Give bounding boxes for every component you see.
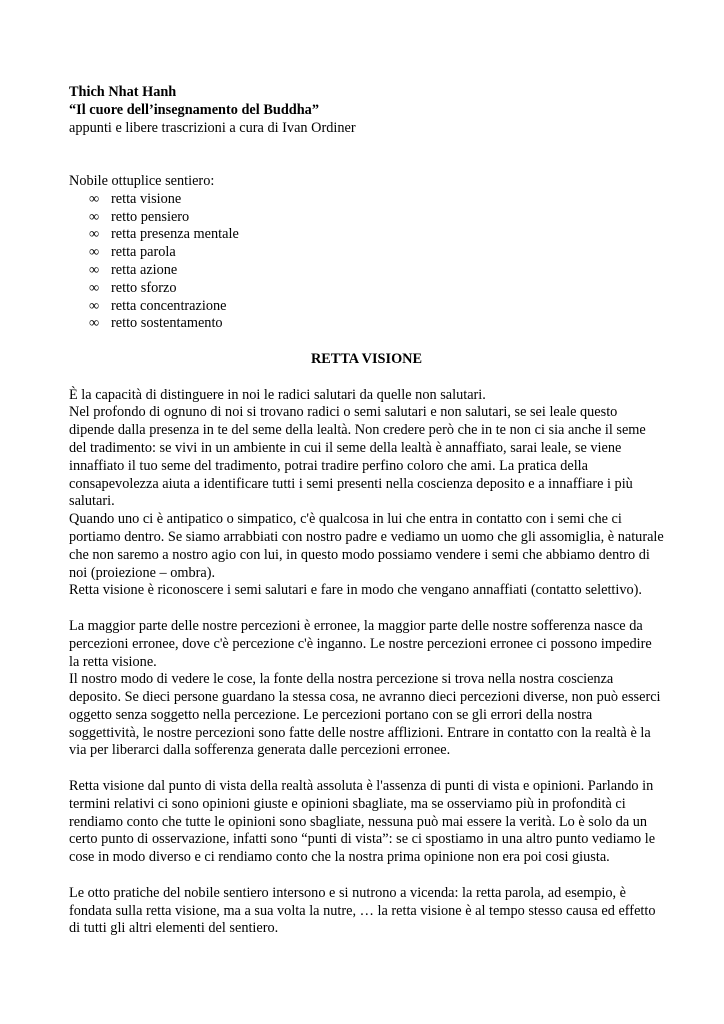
subtitle: appunti e libere trascrizioni a cura di Ivan Ordiner	[69, 119, 356, 136]
infinity-bullet-icon: ∞	[89, 297, 100, 314]
paragraph-line: Retta visione è riconoscere i semi salutari e fare in modo che vengano annaffiati (contatto selettivo).	[69, 582, 642, 599]
paragraph-line: È la capacità di distinguere in noi le radici salutari da quelle non salutari.	[69, 386, 486, 403]
paragraph-line: La maggior parte delle nostre percezioni è erronee, la maggior parte delle nostre sofferenza nasce da percezioni erronee, dove c'è percezione c'è inganno. Le nostre percezioni erronee ci possono impedire la retta visione.	[69, 617, 652, 670]
infinity-bullet-icon: ∞	[89, 208, 100, 225]
path-intro: Nobile ottuplice sentiero:	[69, 172, 215, 189]
section-heading: RETTA VISIONE	[310, 350, 423, 367]
list-item: ∞ retta azione	[89, 261, 178, 278]
path-list	[69, 191, 664, 333]
infinity-bullet-icon: ∞	[89, 279, 100, 296]
book-title: “Il cuore dell’insegnamento del Buddha”	[69, 101, 319, 118]
paragraph-line: Il nostro modo di vedere le cose, la fonte della nostra percezione si trova nella nostra coscienza deposito. Se dieci persone guardano la stessa cosa, ne avranno dieci percezioni diverse, non può esserci oggetto senza soggetto nella percezione. Le percezioni portano con se gli errori della nostra soggettività, le nostre percezioni sono fatte delle nostre afflizioni. Entrare in contatto con la realtà è la via per liberarci dalla sofferenza generata dalle percezioni erronee.	[69, 671, 661, 759]
infinity-bullet-icon: ∞	[89, 190, 100, 207]
paragraph-1	[69, 387, 664, 601]
document-page	[69, 84, 664, 938]
paragraph-3: Retta visione dal punto di vista della realtà assoluta è l'assenza di punti di vista e opinioni. Parlando in termini relativi ci sono opinioni giuste e opinioni sbagliate, ma se osserviamo più in profondità ci rendiamo conto che tutte le opinioni sono sbagliate, nessuna può mai essere la verità. Lo è solo da un certo punto di osservazione, infatti sono “punti di vista”: se ci spostiamo in una altro punto vediamo le cose in modo diverso e ci rendiamo conto che la nostra prima opinione non era poi cosi giusta.	[69, 778, 656, 866]
list-item: ∞ retta concentrazione	[89, 297, 227, 314]
infinity-bullet-icon: ∞	[89, 315, 100, 332]
list-item: ∞ retto sforzo	[89, 279, 177, 296]
infinity-bullet-icon: ∞	[89, 244, 100, 261]
list-item: ∞ retto sostentamento	[89, 315, 223, 332]
list-item: ∞ retta visione	[89, 190, 182, 207]
infinity-bullet-icon: ∞	[89, 226, 100, 243]
paragraph-2	[69, 618, 664, 760]
paragraph-4: Le otto pratiche del nobile sentiero intersono e si nutrono a vicenda: la retta parola, ad esempio, è fondata sulla retta visione, ma a sua volta la nutre, … la retta visione è al tempo stesso causa ed effetto di tutti gli altri elementi del sentiero.	[69, 884, 656, 937]
infinity-bullet-icon: ∞	[89, 261, 100, 278]
paragraph-line: Quando uno ci è antipatico o simpatico, c'è qualcosa in lui che entra in contatto con i semi che ci portiamo dentro. Se siamo arrabbiati con nostro padre e vediamo un uomo che gli assomiglia, è naturale che non saremo a nostro agio con lui, in questo modo possiamo vendere i semi che abbiamo dentro di noi (proiezione – ombra).	[69, 511, 664, 581]
list-item: ∞ retta parola	[89, 244, 176, 261]
author: Thich Nhat Hanh	[69, 84, 177, 100]
paragraph-line: Nel profondo di ognuno di noi si trovano radici o semi salutari e non salutari, se sei leale questo dipende dalla presenza in te del seme della lealtà. Non credere però che in te non ci sia anche il seme del tradimento: se vivi in un ambiente in cui il seme della lealtà è annaffiato, sarai leale, se viene innaffiato il tuo seme del tradimento, potrai tradire perfino coloro che ami. La pratica della consapevolezza aiuta a identificare tutti i semi presenti nella coscienza deposito e a innaffiare i più salutari.	[69, 404, 646, 510]
list-item: ∞ retta presenza mentale	[89, 226, 239, 243]
list-item: ∞ retto pensiero	[89, 208, 190, 225]
